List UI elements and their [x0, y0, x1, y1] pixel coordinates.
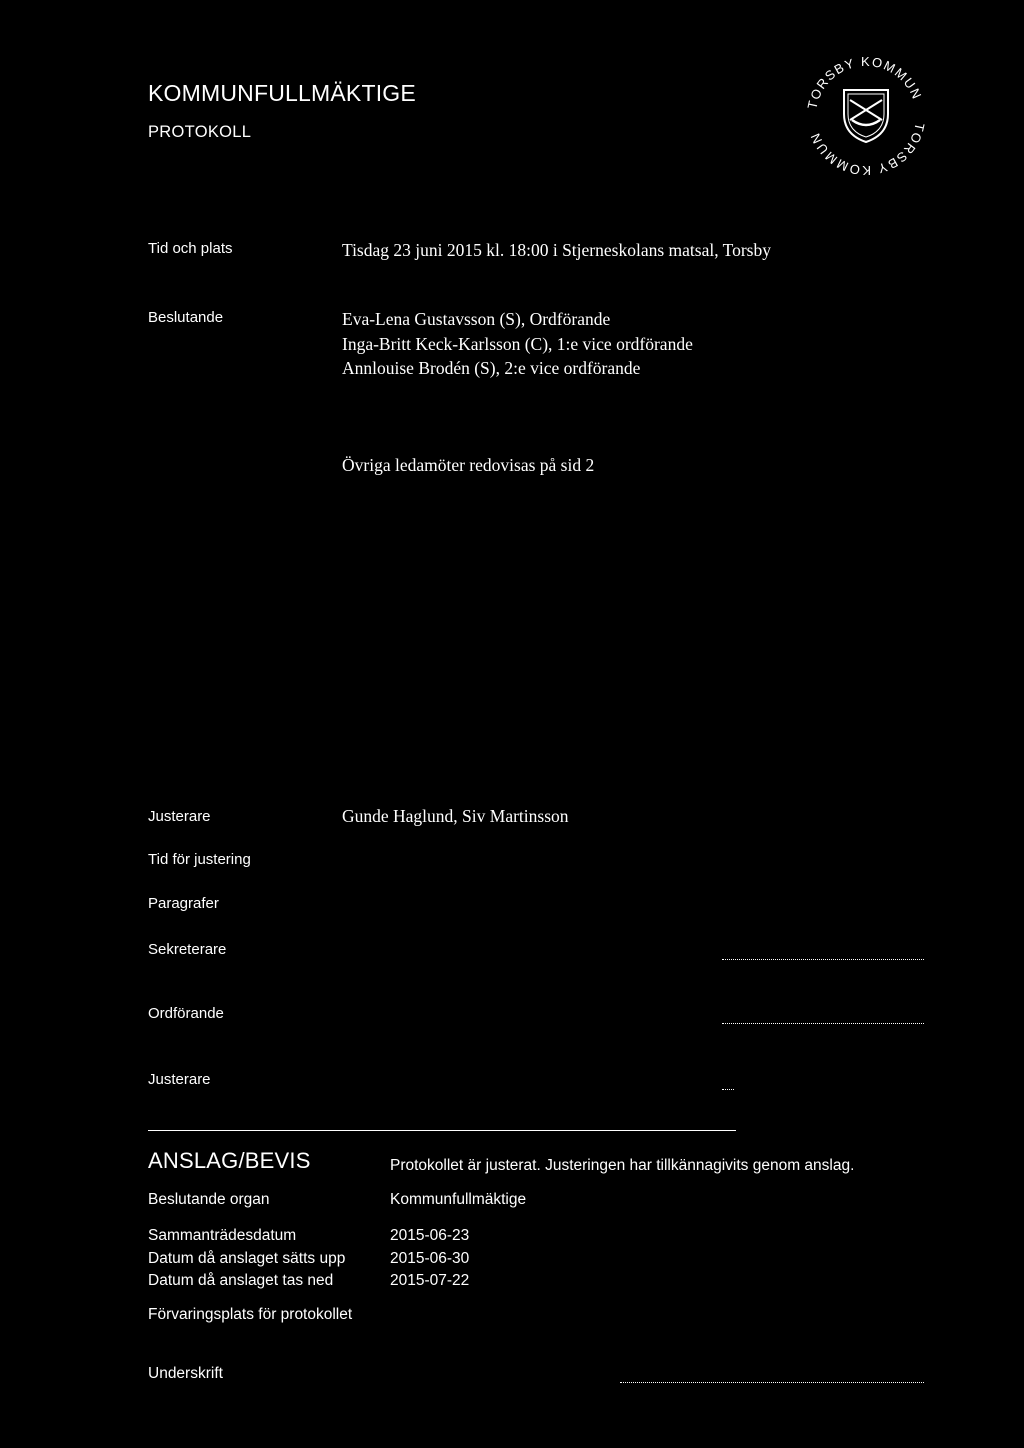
other-members-note: Övriga ledamöter redovisas på sid 2: [342, 455, 595, 475]
posted-date-value: 2015-06-30: [390, 1250, 470, 1267]
time-place-value: Tisdag 23 juni 2015 kl. 18:00 i Stjerneskolans matsal, Torsby: [342, 240, 771, 260]
secretary-label: Sekreterare: [148, 941, 227, 958]
document-type: PROTOKOLL: [148, 123, 252, 141]
meeting-date-value: 2015-06-23: [390, 1227, 470, 1244]
deciding-label: Beslutande: [148, 309, 224, 326]
deciding-member: Eva-Lena Gustavsson (S), Ordförande: [342, 309, 611, 329]
seal-shield-icon: [844, 90, 888, 142]
signature-label: Underskrift: [148, 1365, 223, 1382]
meeting-date-label: Sammanträdesdatum: [148, 1227, 297, 1244]
time-place-label: Tid och plats: [148, 240, 233, 257]
adjustment-time-label: Tid för justering: [148, 851, 251, 868]
organization-title: KOMMUNFULLMÄKTIGE: [148, 80, 416, 106]
deciding-member: Inga-Britt Keck-Karlsson (C), 1:e vice ordförande: [342, 334, 693, 354]
anslag-statement: Protokollet är justerat. Justeringen har tillkännagivits genom anslag.: [390, 1157, 855, 1174]
secretary-signature-line: [722, 959, 924, 960]
municipality-seal: [800, 50, 932, 182]
adjusters-label: Justerare: [148, 808, 211, 825]
removed-date-value: 2015-07-22: [390, 1272, 470, 1289]
deciding-body-value: Kommunfullmäktige: [390, 1191, 527, 1208]
section-divider: [148, 1130, 736, 1131]
removed-date-label: Datum då anslaget tas ned: [148, 1272, 334, 1289]
adjuster-signature-line: [722, 1089, 734, 1090]
paragraphs-label: Paragrafer: [148, 895, 219, 912]
anslag-signature-line: [620, 1382, 924, 1383]
deciding-member: Annlouise Brodén (S), 2:e vice ordförande: [342, 358, 641, 378]
adjusters-value: Gunde Haglund, Siv Martinsson: [342, 806, 569, 826]
seal-ring-text-lower: TORSBY KOMMUN: [804, 53, 925, 111]
deciding-body-label: Beslutande organ: [148, 1191, 270, 1208]
posted-date-label: Datum då anslaget sätts upp: [148, 1250, 346, 1267]
anslag-title: ANSLAG/BEVIS: [148, 1148, 311, 1173]
adjuster-label: Justerare: [148, 1071, 211, 1088]
chair-signature-line: [722, 1023, 924, 1024]
seal-ring-text: TORSBY KOMMUN: [807, 121, 928, 179]
chair-label: Ordförande: [148, 1005, 224, 1022]
storage-location-label: Förvaringsplats för protokollet: [148, 1306, 353, 1323]
